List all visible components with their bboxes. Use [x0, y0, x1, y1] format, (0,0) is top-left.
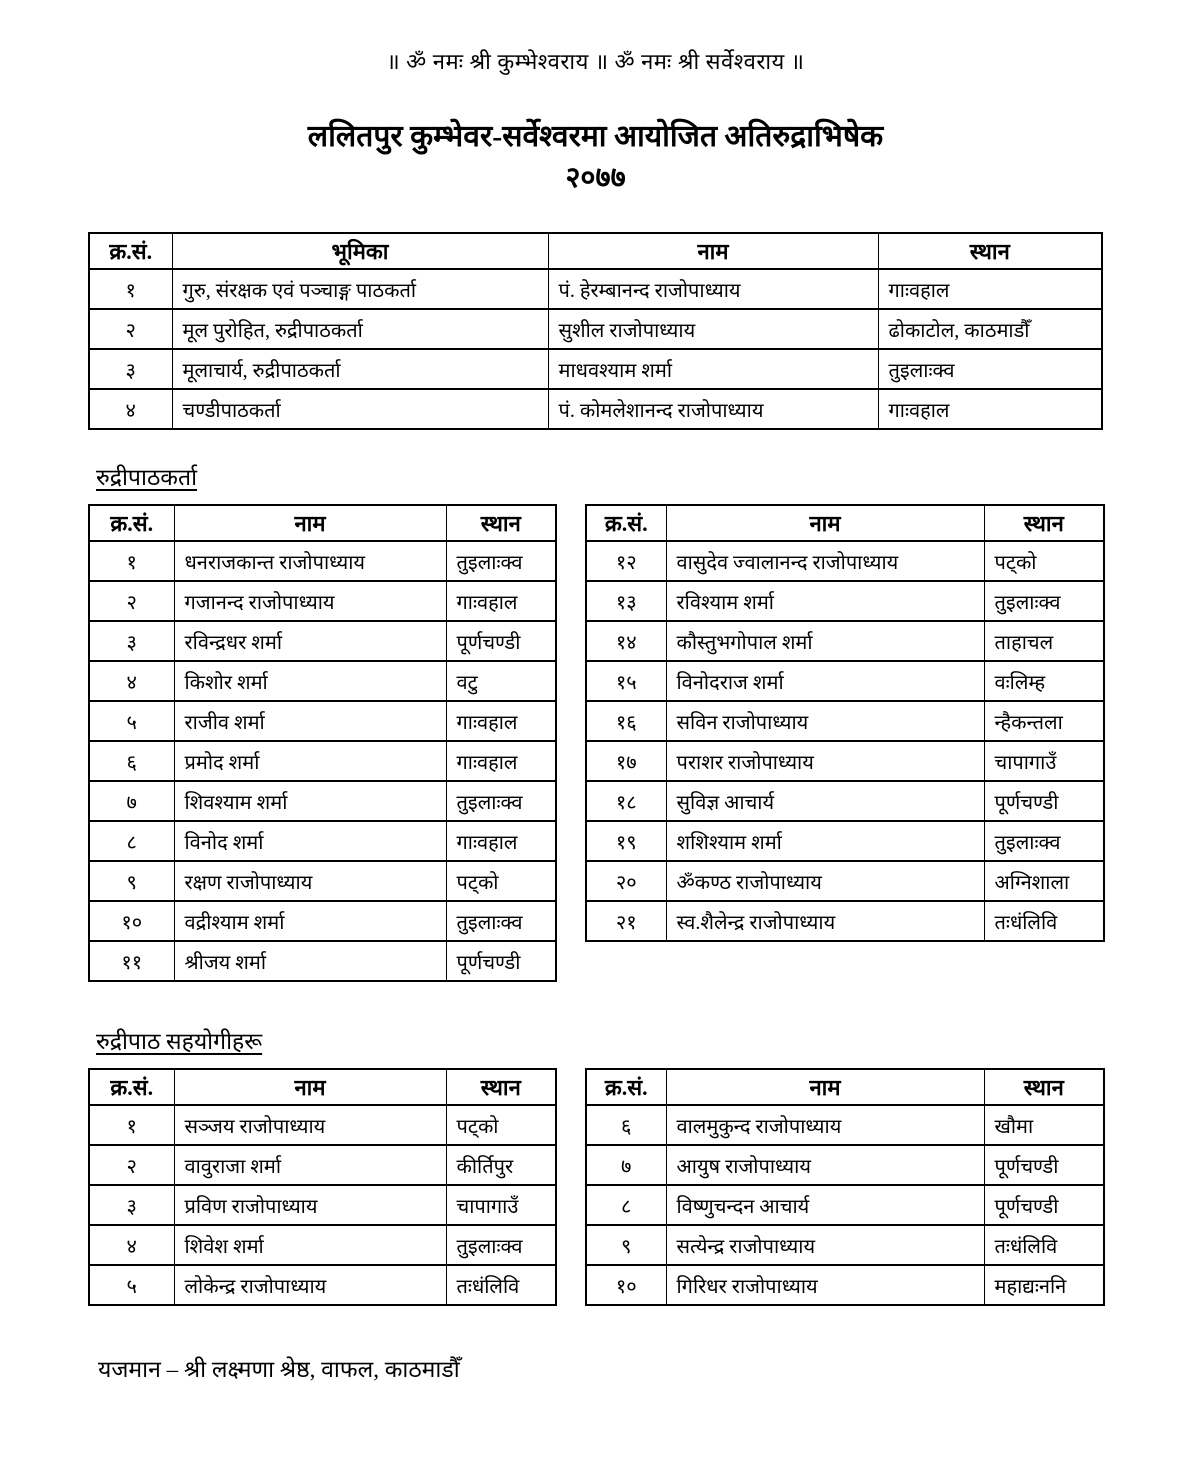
place-cell: तुइलाःक्व	[984, 821, 1104, 861]
place-cell: तुइलाःक्व	[446, 781, 556, 821]
column-header: नाम	[174, 505, 446, 541]
name-cell: सञ्जय राजोपाध्याय	[174, 1105, 446, 1145]
name-cell: लोकेन्द्र राजोपाध्याय	[174, 1265, 446, 1305]
name-cell: रक्षण राजोपाध्याय	[174, 861, 446, 901]
serial-cell: १५	[586, 661, 666, 701]
table-row	[586, 1225, 1104, 1265]
name-cell: गजानन्द राजोपाध्याय	[174, 581, 446, 621]
serial-cell: २०	[586, 861, 666, 901]
serial-cell: १	[89, 541, 174, 581]
serial-cell: ७	[89, 781, 174, 821]
place-cell: ढोकाटोल, काठमाडौँ	[878, 309, 1102, 349]
serial-cell: २	[89, 581, 174, 621]
place-cell: तुइलाःक्व	[878, 349, 1102, 389]
table-row	[89, 941, 556, 981]
section-heading-rudri-helpers: रुद्रीपाठ सहयोगीहरू	[96, 1029, 263, 1054]
place-cell: पट्को	[446, 1105, 556, 1145]
serial-cell: २१	[586, 901, 666, 941]
role-cell: गुरु, संरक्षक एवं पञ्चाङ्ग पाठकर्ता	[172, 269, 548, 309]
table-row	[586, 661, 1104, 701]
place-cell: तुइलाःक्व	[446, 901, 556, 941]
column-header: स्थान	[446, 1069, 556, 1105]
table-row	[89, 1225, 556, 1265]
rudri-tables-row	[88, 504, 1103, 982]
table-row	[586, 741, 1104, 781]
name-cell: विष्णुचन्दन आचार्य	[666, 1185, 984, 1225]
serial-cell: ४	[89, 661, 174, 701]
name-cell: पं. कोमलेशानन्द राजोपाध्याय	[548, 389, 878, 429]
header-row	[89, 505, 556, 541]
event-year: २०७७	[565, 162, 626, 194]
name-cell: श्रीजय शर्मा	[174, 941, 446, 981]
serial-cell: ५	[89, 1265, 174, 1305]
yajaman-line: यजमान – श्री लक्ष्मणा श्रेष्ठ, वाफल, काठमाडौँ	[98, 1357, 460, 1382]
place-cell: तुइलाःक्व	[984, 581, 1104, 621]
place-cell: वःलिम्ह	[984, 661, 1104, 701]
place-cell: ताहाचल	[984, 621, 1104, 661]
serial-cell: ८	[89, 821, 174, 861]
table-row	[89, 1265, 556, 1305]
table-row	[586, 541, 1104, 581]
name-cell: ॐकण्ठ राजोपाध्याय	[666, 861, 984, 901]
place-cell: गाःवहाल	[446, 701, 556, 741]
table-row	[586, 1105, 1104, 1145]
place-cell: वटु	[446, 661, 556, 701]
column-header: स्थान	[878, 233, 1102, 269]
place-cell: पूर्णचण्डी	[984, 1185, 1104, 1225]
serial-cell: १८	[586, 781, 666, 821]
place-cell: पूर्णचण्डी	[984, 781, 1104, 821]
serial-cell: २	[89, 1145, 174, 1185]
serial-cell: १०	[89, 901, 174, 941]
name-cell: पं. हेरम्बानन्द राजोपाध्याय	[548, 269, 878, 309]
place-cell: तःधंलिवि	[984, 901, 1104, 941]
table-row	[89, 701, 556, 741]
serial-cell: १६	[586, 701, 666, 741]
serial-cell: ९	[89, 861, 174, 901]
rudri-right-table	[585, 504, 1105, 942]
role-cell: चण्डीपाठकर्ता	[172, 389, 548, 429]
place-cell: चापागाउँ	[984, 741, 1104, 781]
serial-cell: १९	[586, 821, 666, 861]
place-cell: चापागाउँ	[446, 1185, 556, 1225]
name-cell: प्रमोद शर्मा	[174, 741, 446, 781]
name-cell: रविन्द्रधर शर्मा	[174, 621, 446, 661]
table-row	[89, 269, 1102, 309]
document-page	[88, 0, 1103, 1384]
name-cell: वावुराजा शर्मा	[174, 1145, 446, 1185]
column-header: भूमिका	[172, 233, 548, 269]
serial-cell: १	[89, 1105, 174, 1145]
serial-cell: ६	[586, 1105, 666, 1145]
table-row	[586, 1265, 1104, 1305]
serial-cell: ४	[89, 1225, 174, 1265]
column-header: क्र.सं.	[89, 1069, 174, 1105]
serial-cell: ११	[89, 941, 174, 981]
place-cell: पूर्णचण्डी	[984, 1145, 1104, 1185]
table-row	[586, 701, 1104, 741]
table-row	[89, 901, 556, 941]
name-cell: वासुदेव ज्वालानन्द राजोपाध्याय	[666, 541, 984, 581]
place-cell: तःधंलिवि	[984, 1225, 1104, 1265]
place-cell: पूर्णचण्डी	[446, 621, 556, 661]
name-cell: शशिश्याम शर्मा	[666, 821, 984, 861]
place-cell: पट्को	[984, 541, 1104, 581]
page-title: ललितपुर कुम्भेवर-सर्वेश्वरमा आयोजित अतिरुद्राभिषेक	[307, 120, 884, 153]
table-row	[89, 1145, 556, 1185]
name-cell: सविन राजोपाध्याय	[666, 701, 984, 741]
table-row	[89, 821, 556, 861]
name-cell: किशोर शर्मा	[174, 661, 446, 701]
header-row	[89, 1069, 556, 1105]
column-header: स्थान	[984, 505, 1104, 541]
serial-cell: ९	[586, 1225, 666, 1265]
serial-cell: ३	[89, 1185, 174, 1225]
name-cell: स्व.शैलेन्द्र राजोपाध्याय	[666, 901, 984, 941]
name-cell: रविश्याम शर्मा	[666, 581, 984, 621]
column-header: क्र.सं.	[586, 1069, 666, 1105]
serial-cell: २	[89, 309, 172, 349]
table-row	[89, 621, 556, 661]
column-header: क्र.सं.	[89, 233, 172, 269]
place-cell: तःधंलिवि	[446, 1265, 556, 1305]
place-cell: कीर्तिपुर	[446, 1145, 556, 1185]
role-cell: मूल पुरोहित, रुद्रीपाठकर्ता	[172, 309, 548, 349]
table-row	[586, 821, 1104, 861]
place-cell: न्हैकन्तला	[984, 701, 1104, 741]
serial-cell: ७	[586, 1145, 666, 1185]
place-cell: गाःवहाल	[446, 821, 556, 861]
column-header: क्र.सं.	[586, 505, 666, 541]
header-row	[586, 1069, 1104, 1105]
name-cell: विनोद शर्मा	[174, 821, 446, 861]
serial-cell: ८	[586, 1185, 666, 1225]
table-row	[586, 621, 1104, 661]
table-row	[89, 661, 556, 701]
table-row	[586, 781, 1104, 821]
table-row	[586, 861, 1104, 901]
table-row	[89, 1105, 556, 1145]
name-cell: शिवेश शर्मा	[174, 1225, 446, 1265]
table-row	[586, 1145, 1104, 1185]
header-row	[586, 505, 1104, 541]
name-cell: राजीव शर्मा	[174, 701, 446, 741]
name-cell: धनराजकान्त राजोपाध्याय	[174, 541, 446, 581]
table-row	[586, 581, 1104, 621]
serial-cell: १४	[586, 621, 666, 661]
table-row	[586, 1185, 1104, 1225]
helper-left-table	[88, 1068, 557, 1306]
place-cell: पूर्णचण्डी	[446, 941, 556, 981]
invocation-line: ॥ ॐ नमः श्री कुम्भेश्वराय ॥ ॐ नमः श्री सर्वेश्वराय ॥	[386, 49, 805, 74]
serial-cell: १७	[586, 741, 666, 781]
table-row	[89, 581, 556, 621]
column-header: क्र.सं.	[89, 505, 174, 541]
helper-right-table	[585, 1068, 1105, 1306]
roles-table	[88, 232, 1103, 430]
place-cell: गाःवहाल	[878, 389, 1102, 429]
place-cell: पट्को	[446, 861, 556, 901]
name-cell: सत्येन्द्र राजोपाध्याय	[666, 1225, 984, 1265]
column-header: स्थान	[984, 1069, 1104, 1105]
table-row	[89, 861, 556, 901]
rudri-left-table	[88, 504, 557, 982]
serial-cell: ३	[89, 621, 174, 661]
header-row	[89, 233, 1102, 269]
place-cell: खौमा	[984, 1105, 1104, 1145]
table-row	[89, 349, 1102, 389]
table-row	[89, 541, 556, 581]
helper-tables-row	[88, 1068, 1103, 1306]
serial-cell: ५	[89, 701, 174, 741]
place-cell: गाःवहाल	[446, 581, 556, 621]
name-cell: विनोदराज शर्मा	[666, 661, 984, 701]
serial-cell: १३	[586, 581, 666, 621]
table-row	[89, 1185, 556, 1225]
serial-cell: १२	[586, 541, 666, 581]
column-header: नाम	[666, 505, 984, 541]
name-cell: आयुष राजोपाध्याय	[666, 1145, 984, 1185]
place-cell: अग्निशाला	[984, 861, 1104, 901]
serial-cell: १	[89, 269, 172, 309]
serial-cell: ६	[89, 741, 174, 781]
serial-cell: ४	[89, 389, 172, 429]
table-row	[586, 901, 1104, 941]
name-cell: माधवश्याम शर्मा	[548, 349, 878, 389]
column-header: नाम	[174, 1069, 446, 1105]
name-cell: प्रविण राजोपाध्याय	[174, 1185, 446, 1225]
name-cell: पराशर राजोपाध्याय	[666, 741, 984, 781]
name-cell: वद्रीश्याम शर्मा	[174, 901, 446, 941]
serial-cell: ३	[89, 349, 172, 389]
role-cell: मूलाचार्य, रुद्रीपाठकर्ता	[172, 349, 548, 389]
place-cell: तुइलाःक्व	[446, 541, 556, 581]
column-header: नाम	[548, 233, 878, 269]
name-cell: कौस्तुभगोपाल शर्मा	[666, 621, 984, 661]
name-cell: सुशील राजोपाध्याय	[548, 309, 878, 349]
column-header: नाम	[666, 1069, 984, 1105]
table-row	[89, 741, 556, 781]
name-cell: गिरिधर राजोपाध्याय	[666, 1265, 984, 1305]
place-cell: तुइलाःक्व	[446, 1225, 556, 1265]
place-cell: महाद्यःननि	[984, 1265, 1104, 1305]
name-cell: शिवश्याम शर्मा	[174, 781, 446, 821]
table-row	[89, 389, 1102, 429]
table-row	[89, 309, 1102, 349]
name-cell: सुविज्ञ आचार्य	[666, 781, 984, 821]
name-cell: वालमुकुन्द राजोपाध्याय	[666, 1105, 984, 1145]
column-header: स्थान	[446, 505, 556, 541]
section-heading-rudri-pathak: रुद्रीपाठकर्ता	[96, 465, 198, 490]
table-row	[89, 781, 556, 821]
serial-cell: १०	[586, 1265, 666, 1305]
place-cell: गाःवहाल	[446, 741, 556, 781]
place-cell: गाःवहाल	[878, 269, 1102, 309]
